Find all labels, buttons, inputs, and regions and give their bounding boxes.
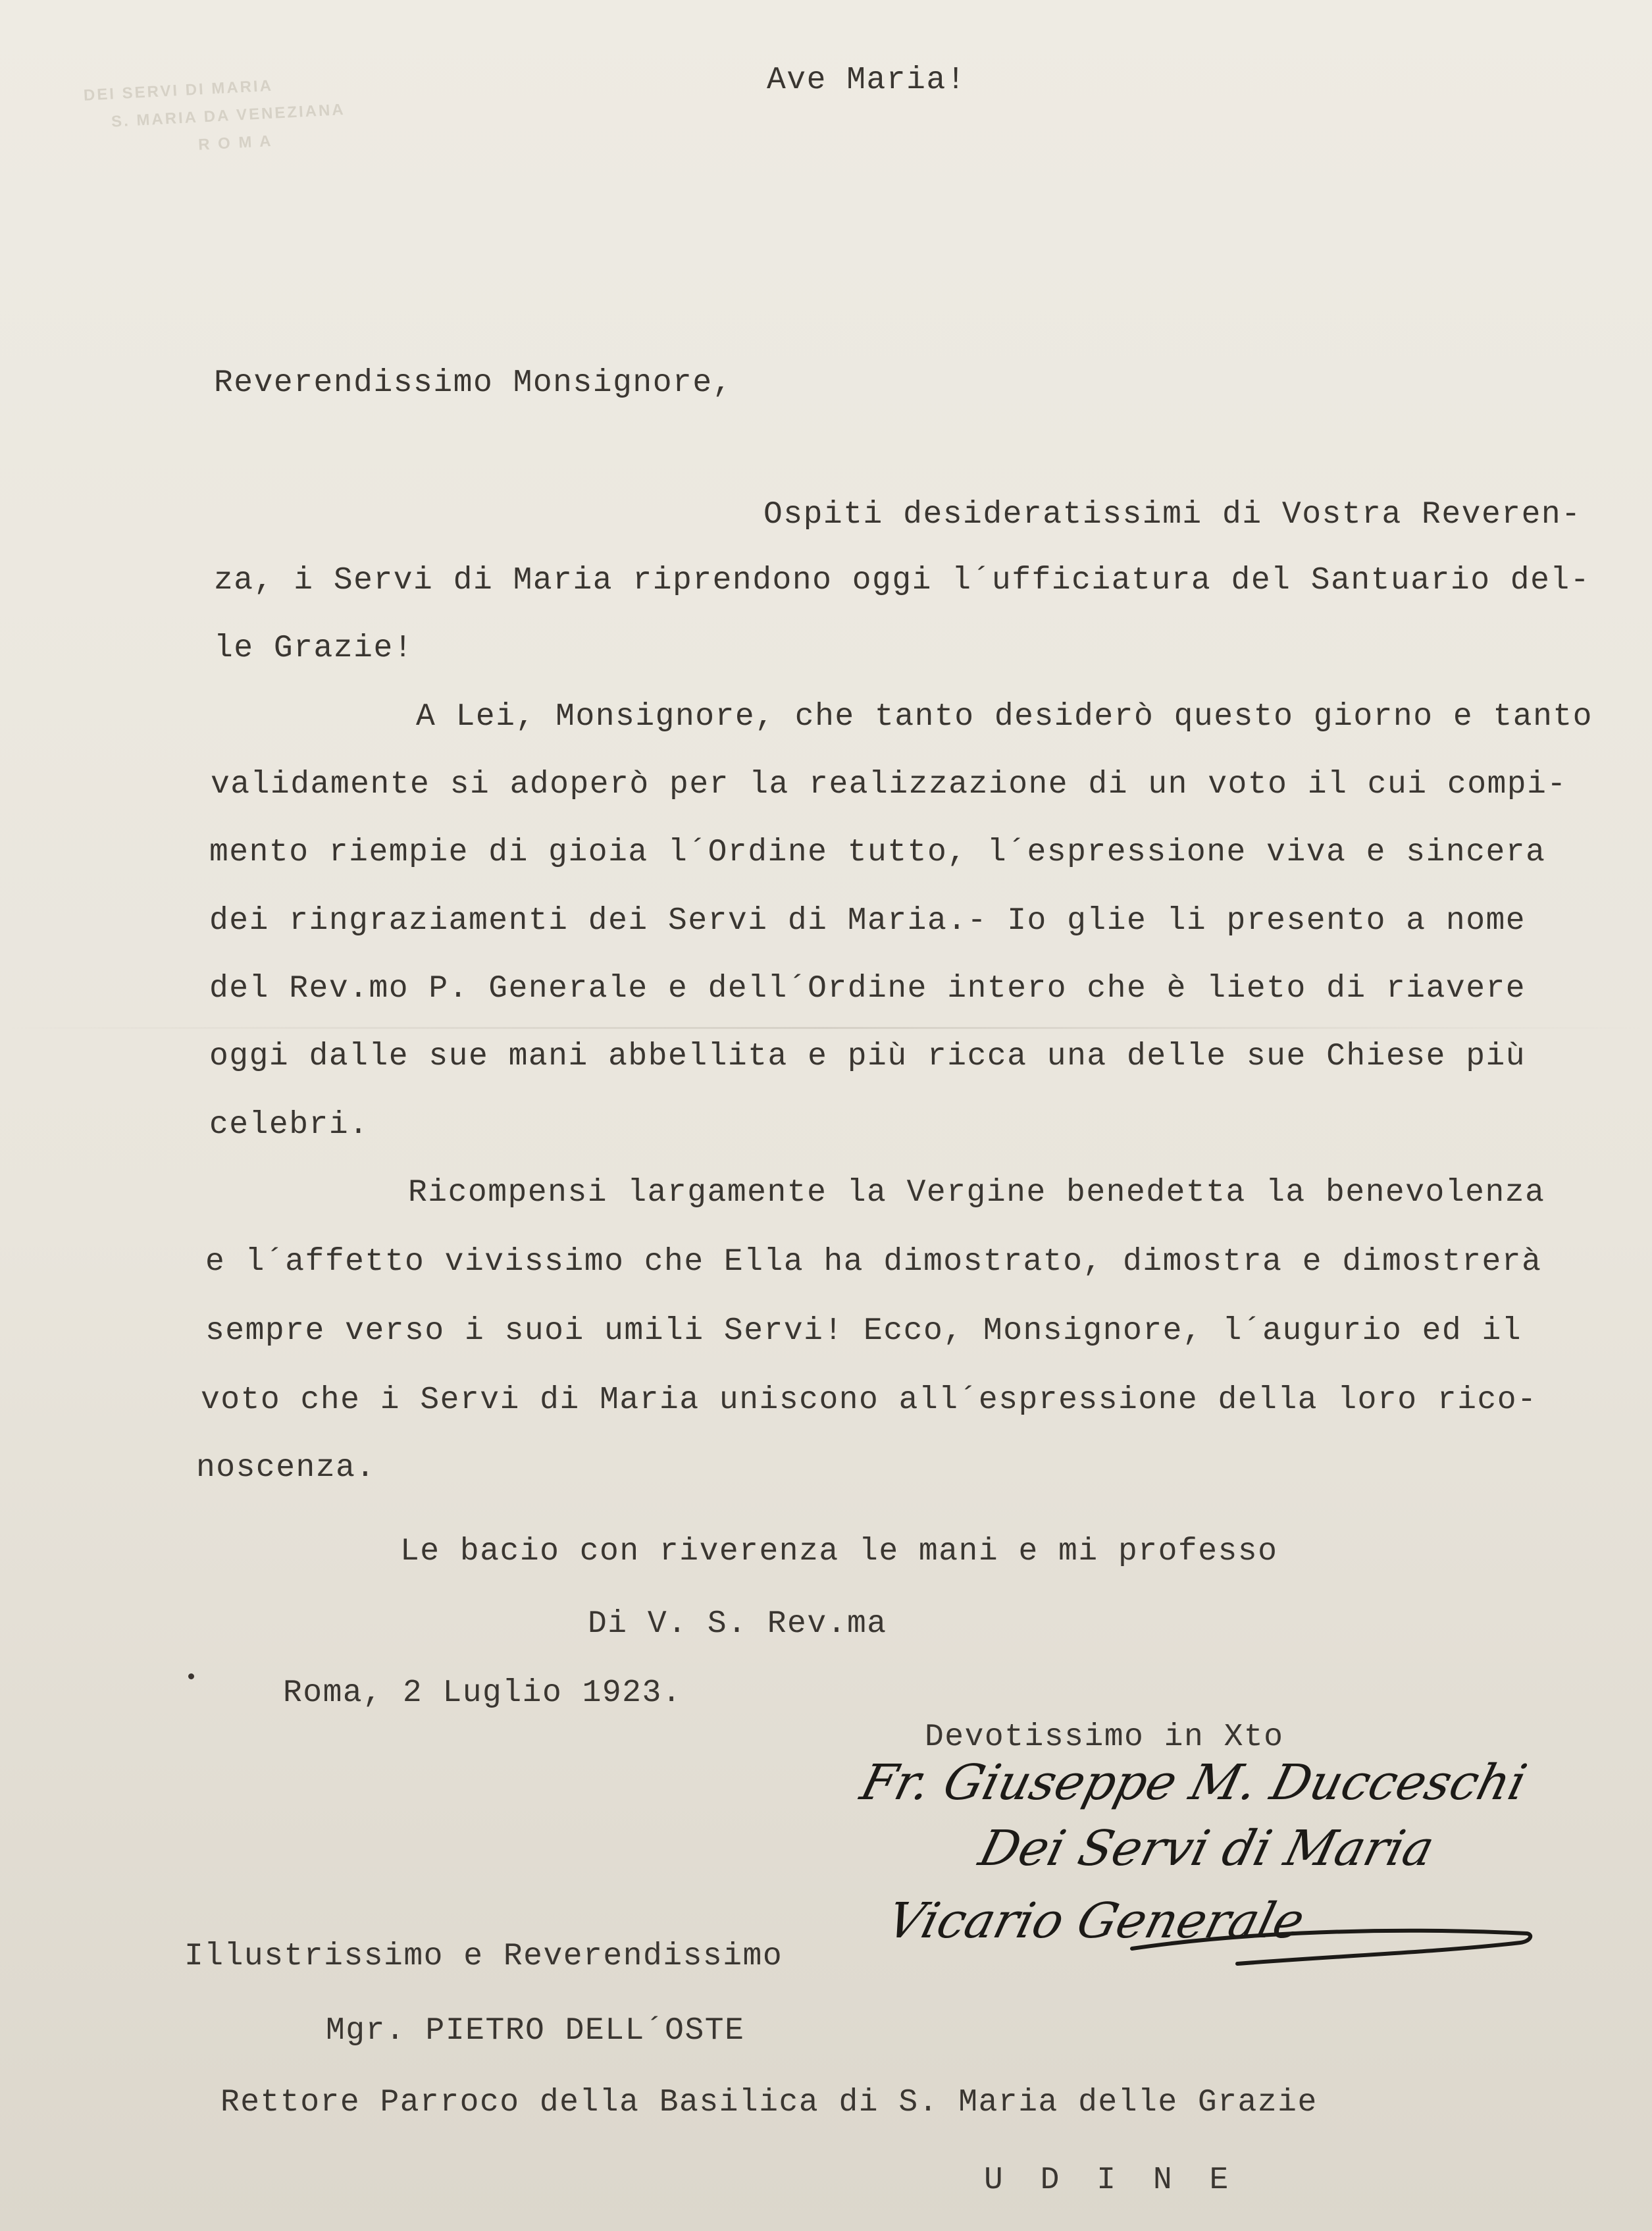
paragraph-2-line: A Lei, Monsignore, che tanto desiderò questo giorno e tanto bbox=[416, 699, 1593, 735]
letterhead-stamp bbox=[83, 63, 457, 194]
signature-line: Fr. Giuseppe M. Ducceschi bbox=[855, 1754, 1532, 1811]
greeting: Reverendissimo Monsignore, bbox=[214, 365, 733, 401]
addressee-line: Illustrissimo e Reverendissimo bbox=[184, 1939, 783, 1974]
paragraph-3-line: sempre verso i suoi umili Servi! Ecco, Monsignore, l´augurio ed il bbox=[205, 1313, 1522, 1349]
paragraph-2-line: dei ringraziamenti dei Servi di Maria.- Io glie li presento a nome bbox=[209, 903, 1526, 939]
paragraph-2-line: validamente si adoperò per la realizzazione di un voto il cui compi- bbox=[211, 767, 1567, 802]
addressee-city: U D I N E bbox=[984, 2163, 1238, 2198]
paragraph-3-line: noscenza. bbox=[196, 1450, 376, 1486]
signature-flourish bbox=[849, 1754, 1547, 1982]
paper-fold bbox=[0, 1027, 1652, 1029]
closing-line: Le bacio con riverenza le mani e mi professo bbox=[400, 1534, 1278, 1569]
signature-line: Dei Servi di Maria bbox=[973, 1820, 1440, 1877]
header-invocation: Ave Maria! bbox=[767, 63, 967, 98]
handwritten-signature bbox=[849, 1754, 1547, 1982]
place-date: Roma, 2 Luglio 1923. bbox=[283, 1675, 683, 1711]
valediction: Devotissimo in Xto bbox=[925, 1719, 1284, 1755]
paragraph-2-line: celebri. bbox=[209, 1107, 369, 1143]
closing-line: Di V. S. Rev.ma bbox=[588, 1606, 887, 1642]
paragraph-2-line: mento riempie di gioia l´Ordine tutto, l´espressione viva e sincera bbox=[209, 835, 1546, 870]
stamp-line: S. MARIA DA VENEZIANA bbox=[111, 100, 346, 131]
addressee-line: Mgr. PIETRO DELL´OSTE bbox=[326, 2013, 745, 2049]
paragraph-3-line: e l´affetto vivissimo che Ella ha dimostrato, dimostra e dimostrerà bbox=[205, 1244, 1542, 1280]
paragraph-2-line: oggi dalle sue mani abbellita e più ricca una delle sue Chiese più bbox=[209, 1039, 1526, 1074]
stamp-line: R O M A bbox=[197, 132, 274, 154]
stamp-line: DEI SERVI DI MARIA bbox=[83, 76, 274, 105]
paragraph-1-line: Ospiti desideratissimi di Vostra Reveren- bbox=[763, 497, 1582, 533]
ink-spot bbox=[188, 1673, 194, 1679]
signature-line: Vicario Generale bbox=[881, 1893, 1310, 1949]
paragraph-2-line: del Rev.mo P. Generale e dell´Ordine intero che è lieto di riavere bbox=[209, 971, 1526, 1007]
paragraph-3-line: Ricompensi largamente la Vergine benedetta la benevolenza bbox=[408, 1175, 1545, 1211]
paragraph-1-line: za, i Servi di Maria riprendono oggi l´ufficiatura del Santuario del- bbox=[214, 563, 1591, 598]
paragraph-1-line: le Grazie! bbox=[214, 631, 414, 666]
addressee-line: Rettore Parroco della Basilica di S. Maria delle Grazie bbox=[220, 2085, 1318, 2120]
paragraph-3-line: voto che i Servi di Maria uniscono all´espressione della loro rico- bbox=[201, 1382, 1537, 1418]
